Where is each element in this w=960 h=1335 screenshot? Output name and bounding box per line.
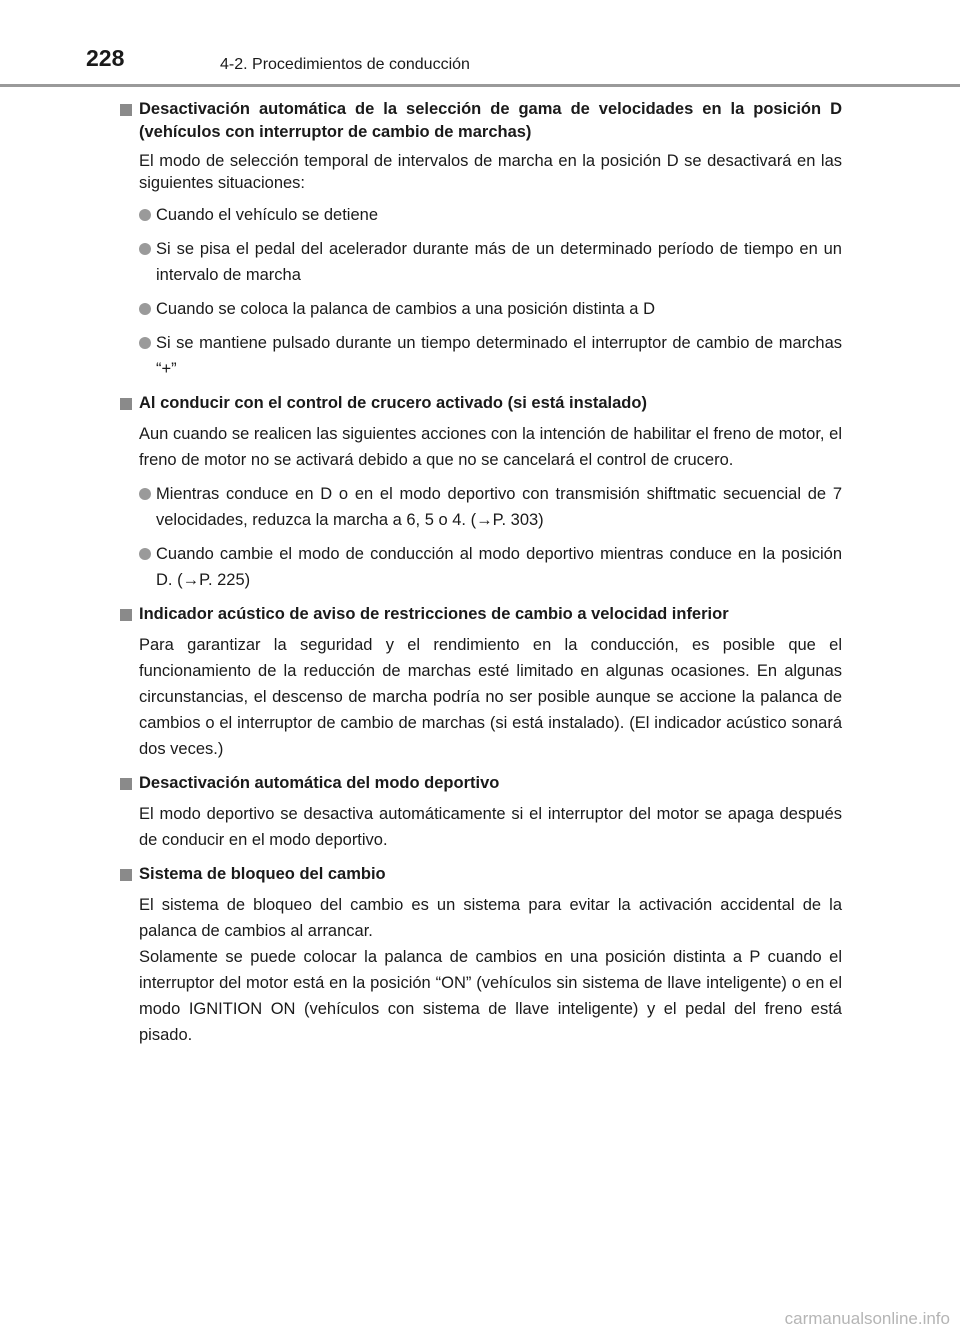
chapter-title: 4-2. Procedimientos de conducción: [220, 56, 470, 73]
circle-bullet-icon: [139, 488, 151, 500]
list-item-text: Mientras conduce en D o en el modo deportivo con transmisión shiftmatic secuencial de 7 velocidades, reduzca la marcha a 6, 5 o 4. (→P. 303): [156, 485, 842, 529]
list-item: [139, 481, 842, 533]
square-bullet-icon: [120, 609, 132, 621]
section-heading: [120, 392, 842, 415]
list-item: [139, 202, 842, 228]
square-bullet-icon: [120, 778, 132, 790]
list-item: [139, 236, 842, 288]
paragraph: El modo de selección temporal de intervalos de marcha en la posición D se desactivará en las siguientes situaciones:: [139, 152, 842, 192]
bullet-list: [139, 481, 842, 593]
section-heading-text: Desactivación automática del modo deportivo: [139, 774, 500, 792]
section-heading-text: Desactivación automática de la selección de gama de velocidades en la posición D (vehículos con interruptor de cambio de marchas): [139, 100, 842, 141]
page-header: [0, 0, 960, 90]
section-auto-deactivation-gear-range: [120, 98, 842, 382]
page-number: 228: [86, 45, 125, 71]
circle-bullet-icon: [139, 243, 151, 255]
page-content: [120, 98, 842, 1058]
list-item-text: Si se mantiene pulsado durante un tiempo determinado el interruptor de cambio de marchas “+”: [156, 334, 842, 378]
list-item-text: Si se pisa el pedal del acelerador durante más de un determinado período de tiempo en un intervalo de marcha: [156, 240, 842, 284]
section-downshift-buzzer: [120, 603, 842, 762]
section-heading: [120, 772, 842, 795]
circle-bullet-icon: [139, 548, 151, 560]
square-bullet-icon: [120, 104, 132, 116]
square-bullet-icon: [120, 869, 132, 881]
paragraph: Para garantizar la seguridad y el rendimiento en la conducción, es posible que el funcionamiento de la reducción de marchas esté limitado en algunas ocasiones. En algunas circunstancias, el descenso de marcha podría no ser posible aunque se accione la palanca de cambios o el interruptor de cambio de marchas (si está instalado). (El indicador acústico sonará dos veces.): [139, 636, 842, 758]
section-cruise-control: [120, 392, 842, 593]
paragraph: El modo deportivo se desactiva automáticamente si el interruptor del motor se apaga después de conducir en el modo deportivo.: [139, 805, 842, 849]
section-heading-text: Sistema de bloqueo del cambio: [139, 865, 386, 883]
list-item: [139, 541, 842, 593]
section-shift-lock: [120, 863, 842, 1048]
section-heading: [120, 603, 842, 626]
square-bullet-icon: [120, 398, 132, 410]
section-heading-text: Indicador acústico de aviso de restricciones de cambio a velocidad inferior: [139, 605, 729, 623]
section-heading-text: Al conducir con el control de crucero activado (si está instalado): [139, 394, 647, 412]
list-item-text: Cuando cambie el modo de conducción al modo deportivo mientras conduce en la posición D. (→P. 225): [156, 545, 842, 589]
list-item-text: Cuando el vehículo se detiene: [156, 206, 378, 224]
section-heading: [120, 98, 842, 144]
section-heading: [120, 863, 842, 886]
circle-bullet-icon: [139, 209, 151, 221]
watermark: carmanualsonline.info: [784, 1309, 950, 1328]
header-rule: [0, 84, 960, 87]
circle-bullet-icon: [139, 303, 151, 315]
list-item-text: Cuando se coloca la palanca de cambios a una posición distinta a D: [156, 300, 655, 318]
bullet-list: [139, 202, 842, 382]
list-item: [139, 330, 842, 382]
paragraph: Solamente se puede colocar la palanca de cambios en una posición distinta a P cuando el interruptor del motor está en la posición “ON” (vehículos sin sistema de llave inteligente) o en el modo IGNITION ON (vehículos con sistema de llave inteligente) y el pedal del freno está pisado.: [139, 948, 842, 1044]
paragraph: El sistema de bloqueo del cambio es un sistema para evitar la activación accidental de la palanca de cambios al arrancar.: [139, 896, 842, 940]
list-item: [139, 296, 842, 322]
paragraph: Aun cuando se realicen las siguientes acciones con la intención de habilitar el freno de motor, el freno de motor no se activará debido a que no se cancelará el control de crucero.: [139, 425, 842, 469]
circle-bullet-icon: [139, 337, 151, 349]
section-sport-mode-deactivation: [120, 772, 842, 853]
